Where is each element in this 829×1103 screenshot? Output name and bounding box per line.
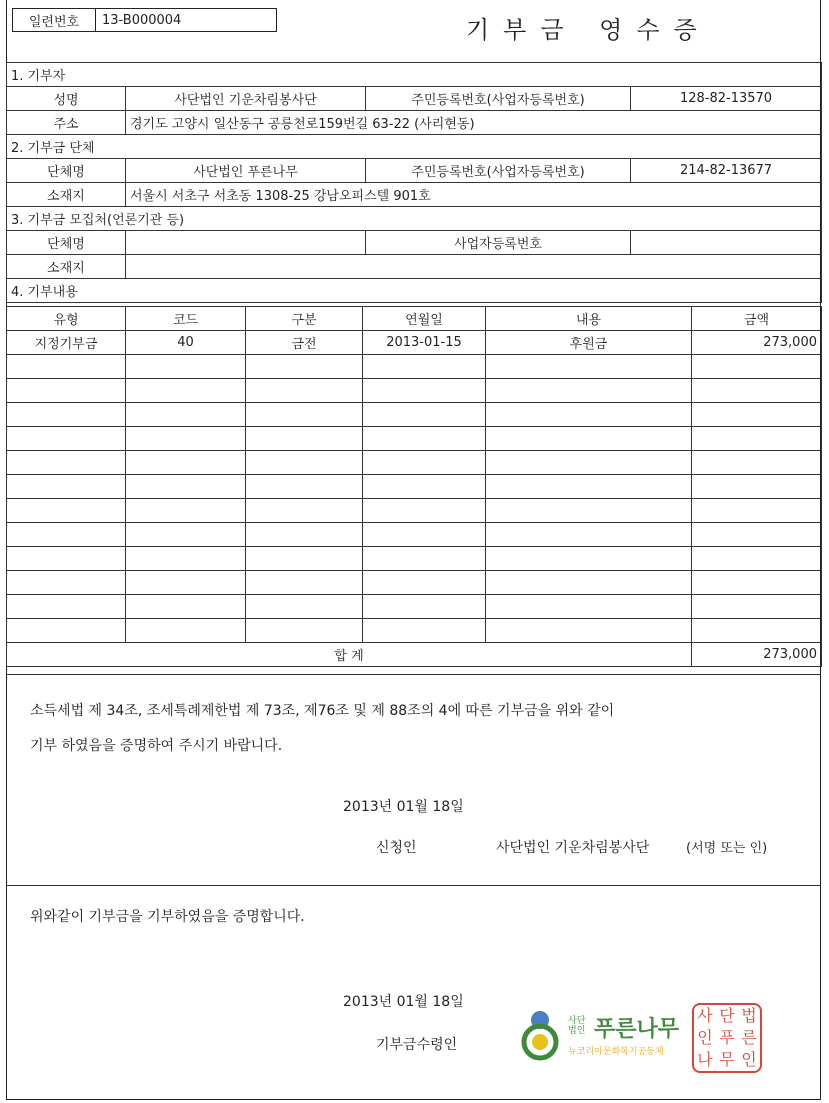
empty-cell-date (363, 475, 486, 499)
applicant-name: 사단법인 기운차림봉사단 (496, 840, 650, 856)
donor-name-label: 성명 (7, 87, 126, 111)
empty-cell-code (126, 427, 246, 451)
applicant-label: 신청인 (376, 840, 417, 856)
empty-cell-type (7, 355, 126, 379)
empty-cell-date (363, 523, 486, 547)
table-row-empty (7, 355, 822, 379)
org-addr-label: 소재지 (7, 183, 126, 207)
empty-cell-content (486, 355, 692, 379)
empty-cell-kind (246, 403, 363, 427)
empty-cell-amount (692, 547, 822, 571)
collector-name-label: 단체명 (7, 231, 126, 255)
empty-cell-code (126, 595, 246, 619)
donor-addr-label: 주소 (7, 111, 126, 135)
empty-cell-kind (246, 547, 363, 571)
empty-cell-kind (246, 475, 363, 499)
empty-cell-code (126, 355, 246, 379)
empty-cell-content (486, 403, 692, 427)
donor-id-label: 주민등록번호(사업자등록번호) (366, 87, 631, 111)
empty-cell-type (7, 499, 126, 523)
empty-cell-amount (692, 595, 822, 619)
empty-cell-date (363, 619, 486, 643)
collector-addr-label: 소재지 (7, 255, 126, 279)
details-header-content: 내용 (486, 307, 692, 331)
empty-cell-content (486, 571, 692, 595)
page-title: 기부금 영수증 (466, 16, 711, 44)
certify-line: 위와같이 기부금을 기부하였음을 증명합니다. (30, 909, 305, 925)
empty-cell-kind (246, 379, 363, 403)
empty-cell-content (486, 595, 692, 619)
empty-cell-type (7, 619, 126, 643)
table-row-empty (7, 499, 822, 523)
empty-cell-type (7, 451, 126, 475)
details-header-code: 코드 (126, 307, 246, 331)
tree-logo-icon (518, 1008, 566, 1064)
empty-cell-amount (692, 379, 822, 403)
logo-name: 푸른나무 (594, 1017, 680, 1042)
total-amount: 273,000 (692, 643, 822, 667)
serial-value: 13-B000004 (102, 12, 182, 28)
empty-cell-date (363, 355, 486, 379)
collector-reg-value (631, 231, 822, 255)
empty-cell-amount (692, 427, 822, 451)
total-label: 합 계 (7, 643, 692, 667)
collector-name-value (126, 231, 366, 255)
empty-cell-content (486, 547, 692, 571)
table-row-empty (7, 595, 822, 619)
empty-cell-code (126, 499, 246, 523)
org-section-title: 2. 기부금 단체 (7, 135, 822, 159)
donor-id: 128-82-13570 (631, 87, 822, 111)
empty-cell-kind (246, 571, 363, 595)
empty-cell-date (363, 379, 486, 403)
sign-note: (서명 또는 인) (686, 841, 768, 856)
empty-cell-kind (246, 595, 363, 619)
empty-cell-content (486, 475, 692, 499)
empty-cell-kind (246, 499, 363, 523)
empty-cell-code (126, 379, 246, 403)
empty-cell-date (363, 451, 486, 475)
request-date: 2013년 01월 18일 (343, 799, 464, 815)
details-section-title: 4. 기부내용 (7, 279, 822, 303)
empty-cell-code (126, 403, 246, 427)
donor-addr: 경기도 고양시 일산동구 공릉천로159번길 63-22 (사리현동) (126, 111, 822, 135)
empty-cell-content (486, 379, 692, 403)
empty-cell-kind (246, 619, 363, 643)
org-name-label: 단체명 (7, 159, 126, 183)
detail-content: 후원금 (486, 331, 692, 355)
collector-addr-value (126, 255, 822, 279)
detail-amount: 273,000 (692, 331, 822, 355)
detail-type: 지정기부금 (7, 331, 126, 355)
detail-date: 2013-01-15 (363, 331, 486, 355)
logo-small-2: 법인 (568, 1026, 586, 1036)
table-row-empty (7, 379, 822, 403)
collector-reg-label: 사업자등록번호 (366, 231, 631, 255)
details-header-date: 연월일 (363, 307, 486, 331)
org-id-label: 주민등록번호(사업자등록번호) (366, 159, 631, 183)
collector-section-title: 3. 기부금 모집처(언론기관 등) (7, 207, 822, 231)
details-header-amount: 금액 (692, 307, 822, 331)
recipient-label: 기부금수령인 (376, 1037, 458, 1053)
table-row-empty (7, 571, 822, 595)
empty-cell-type (7, 523, 126, 547)
empty-cell-code (126, 547, 246, 571)
empty-cell-date (363, 595, 486, 619)
empty-cell-type (7, 571, 126, 595)
table-row-empty (7, 547, 822, 571)
empty-cell-date (363, 571, 486, 595)
empty-cell-amount (692, 619, 822, 643)
table-row-empty (7, 475, 822, 499)
empty-cell-kind (246, 427, 363, 451)
org-id: 214-82-13677 (631, 159, 822, 183)
logo-subtitle: 뉴코리아문화복지공동체 (568, 1047, 664, 1057)
details-table (6, 306, 822, 667)
empty-cell-date (363, 547, 486, 571)
table-row-empty (7, 451, 822, 475)
serial-label: 일련번호 (13, 9, 96, 31)
empty-cell-amount (692, 403, 822, 427)
empty-cell-content (486, 523, 692, 547)
empty-cell-type (7, 595, 126, 619)
empty-cell-amount (692, 499, 822, 523)
certify-date: 2013년 01월 18일 (343, 994, 464, 1010)
empty-cell-date (363, 403, 486, 427)
empty-cell-type (7, 475, 126, 499)
empty-cell-code (126, 619, 246, 643)
empty-cell-kind (246, 355, 363, 379)
official-seal: 사 단 법 인 푸 른 나 무 인 (692, 1003, 762, 1073)
empty-cell-amount (692, 451, 822, 475)
empty-cell-type (7, 547, 126, 571)
detail-code: 40 (126, 331, 246, 355)
empty-cell-kind (246, 451, 363, 475)
empty-cell-amount (692, 475, 822, 499)
table-row-empty (7, 403, 822, 427)
empty-cell-code (126, 571, 246, 595)
table-row-empty (7, 619, 822, 643)
empty-cell-kind (246, 523, 363, 547)
empty-cell-date (363, 499, 486, 523)
request-line-1: 소득세법 제 34조, 조세특례제한법 제 73조, 제76조 및 제 88조의 4에 따른 기부금을 위와 같이 (30, 703, 615, 719)
empty-cell-amount (692, 571, 822, 595)
empty-cell-content (486, 619, 692, 643)
empty-cell-code (126, 451, 246, 475)
org-name: 사단법인 푸른나무 (126, 159, 366, 183)
org-addr: 서울시 서초구 서초동 1308-25 강남오피스텔 901호 (126, 183, 822, 207)
empty-cell-amount (692, 523, 822, 547)
empty-cell-date (363, 427, 486, 451)
request-line-2: 기부 하였음을 증명하여 주시기 바랍니다. (30, 738, 283, 754)
donor-name: 사단법인 기운차림봉사단 (126, 87, 366, 111)
empty-cell-type (7, 427, 126, 451)
details-header-kind: 구분 (246, 307, 363, 331)
table-row-empty (7, 427, 822, 451)
logo-small-1: 사단 (568, 1016, 586, 1026)
empty-cell-content (486, 499, 692, 523)
table-row-empty (7, 523, 822, 547)
serial-number-box (12, 8, 277, 32)
details-header-type: 유형 (7, 307, 126, 331)
empty-cell-type (7, 403, 126, 427)
empty-cell-content (486, 427, 692, 451)
donor-section-title: 1. 기부자 (7, 63, 822, 87)
detail-kind: 금전 (246, 331, 363, 355)
empty-cell-code (126, 475, 246, 499)
empty-cell-code (126, 523, 246, 547)
empty-cell-type (7, 379, 126, 403)
organization-logo (518, 1008, 690, 1068)
info-table (6, 62, 822, 303)
empty-cell-content (486, 451, 692, 475)
empty-cell-amount (692, 355, 822, 379)
